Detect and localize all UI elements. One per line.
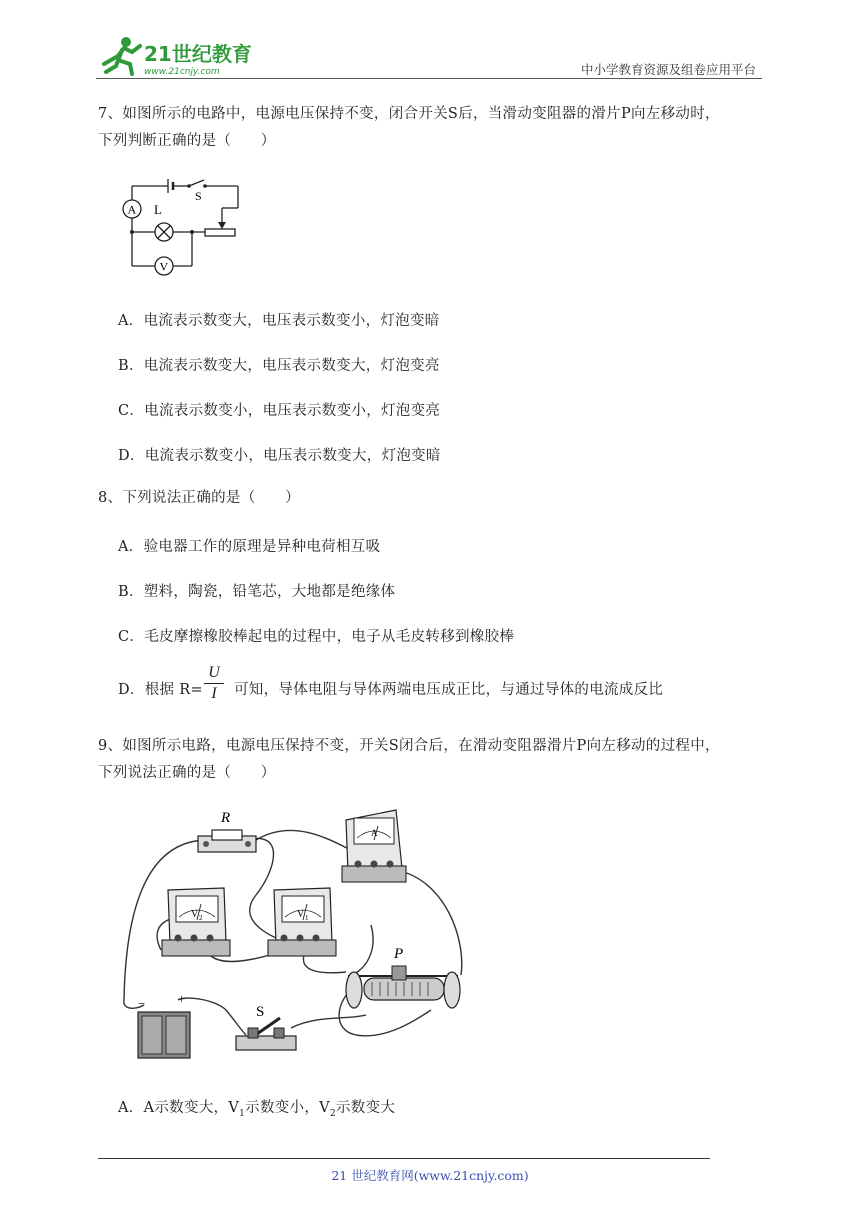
q7-ammeter-label: A [127, 202, 137, 217]
q9-stem-line2: 下列说法正确的是（ ） [98, 765, 276, 781]
q7-option-d: D．电流表示数变小，电压表示数变大，灯泡变暗 [118, 448, 441, 464]
resistance-formula-fraction [204, 664, 224, 703]
q8-option-a: A．验电器工作的原理是异种电荷相互吸 [118, 539, 381, 555]
svg-text:R: R [221, 810, 231, 826]
q7-option-c: C．电流表示数变小，电压表示数变小，灯泡变亮 [118, 403, 441, 419]
q9-stem-line1: 9、如图所示电路，电源电压保持不变，开关S闭合后，在滑动变阻器滑片P向左移动的过程中， [98, 738, 720, 754]
runner-icon [104, 37, 140, 74]
voltmeter-v2 [162, 888, 230, 956]
footer-divider [98, 1158, 710, 1159]
q8-option-d-suffix: 可知，导体电阻与导体两端电压成正比，与通过导体的电流成反比 [234, 682, 664, 698]
svg-text:2: 2 [199, 914, 203, 922]
switch-s [236, 1004, 296, 1050]
q8-option-b: B．塑料，陶瓷，铅笔芯，大地都是绝缘体 [118, 584, 396, 600]
q7-option-a: A．电流表示数变大，电压表示数变小，灯泡变暗 [118, 313, 440, 329]
q8-stem: 8、下列说法正确的是（ ） [98, 490, 300, 506]
q8-option-c: C．毛皮摩擦橡胶棒起电的过程中，电子从毛皮转移到橡胶棒 [118, 629, 515, 645]
q9-option-a: A．A示数变大，$V_1$示数变小，$V_2$示数变大 [118, 1100, 396, 1119]
svg-text:V: V [297, 909, 305, 920]
resistor-r [198, 810, 256, 852]
voltmeter-v1 [268, 888, 336, 956]
q7-stem-line2: 下列判断正确的是（ ） [98, 133, 276, 149]
q7-voltmeter-label: V [159, 259, 169, 274]
q9-physical-circuit-illustration [116, 800, 476, 1074]
q7-lamp-label: L [154, 202, 162, 217]
svg-text:A: A [371, 828, 378, 838]
rheostat-p [346, 946, 460, 1008]
q7-option-b: B．电流表示数变大，电压表示数变大，灯泡变亮 [118, 358, 440, 374]
footer-site-link[interactable]: 21 世纪教育网(www.21cnjy.com) [331, 1168, 529, 1183]
fraction-denominator: I [211, 685, 217, 702]
q8-option-d-prefix: D．根据 R= [118, 682, 203, 698]
q7-circuit-diagram [118, 176, 248, 280]
svg-text:1: 1 [305, 914, 309, 922]
header-divider [96, 78, 762, 79]
ammeter-a [342, 810, 406, 882]
fraction-numerator: U [208, 664, 220, 681]
svg-text:S: S [256, 1004, 265, 1020]
svg-text:P: P [394, 946, 404, 962]
svg-text:V: V [191, 909, 199, 920]
q7-stem-line1: 7、如图所示的电路中，电源电压保持不变，闭合开关S后，当滑动变阻器的滑片P向左移动时， [98, 106, 720, 122]
q7-switch-label: S [195, 189, 202, 203]
svg-text:−: − [138, 996, 146, 1011]
svg-text:www.21cnjy.com: www.21cnjy.com [144, 67, 220, 77]
platform-name: 中小学教育资源及组卷应用平台 [580, 62, 756, 77]
svg-text:21世纪教育: 21世纪教育 [144, 42, 252, 66]
site-logo [96, 34, 266, 78]
battery [138, 991, 190, 1058]
svg-text:+: + [178, 991, 186, 1006]
